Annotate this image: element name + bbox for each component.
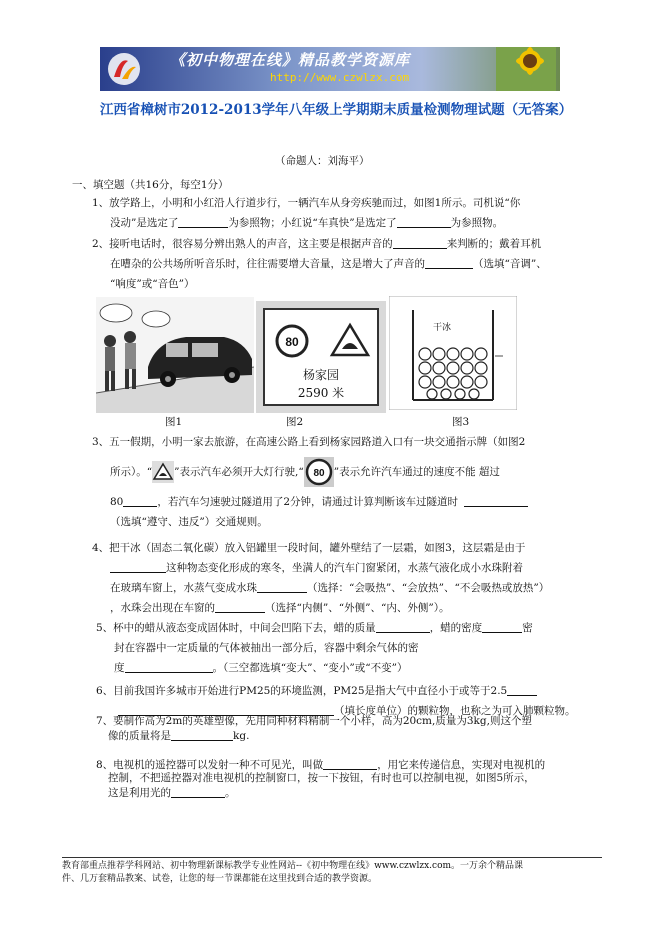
q1-text-1: 1、放学路上，小明和小红沿人行道步行，一辆汽车从身旁疾驰而过，如图1所示。司机说“你 <box>92 197 521 209</box>
q3-text-6: ，若汽车匀速驶过隧道用了2分钟，请通过计算判断该车过隧道时 <box>157 496 459 508</box>
site-logo-icon <box>106 51 142 87</box>
section-heading: 一、填空题（共16分，每空1分） <box>72 179 229 191</box>
q1-text-3: 为参照物；小红说“车真快”是选定了 <box>228 217 397 229</box>
fig3-label: 干冰 <box>433 323 452 333</box>
q7-text-3: kg. <box>233 730 250 742</box>
q8-text-4: 这是利用光的 <box>108 787 171 799</box>
q6-text-1: 6、目前我国许多城市开始进行PM25的环境监测，PM25是指大气中直径小于或等于2.5 <box>96 685 508 697</box>
fig2-speed-text: 80 <box>285 335 299 349</box>
q3-text-3: ”表示汽车必须开大灯行驶,“ <box>174 466 304 478</box>
question-5 <box>96 618 533 678</box>
figure-2-caption: 图2 <box>286 416 304 428</box>
question-3 <box>92 432 528 532</box>
footer-divider <box>62 857 602 858</box>
figure-1-street-scene <box>96 297 254 413</box>
q8-text-3: 控制，不把遥控器对准电视机的控制窗口，按一下按钮，有时也可以控制电视，如图5所示， <box>108 772 535 784</box>
footer-line-2: 件、几万套精品教案、试卷，让您的每一节课都能在这里找到合适的教学资源。 <box>62 874 378 885</box>
q5-text-4: 封在容器中一定质量的气体被抽出一部分后，容器中剩余气体的密 <box>114 642 419 654</box>
q2-text-5: “响度”或“音色”） <box>110 278 195 290</box>
q7-blank-1[interactable] <box>171 728 233 741</box>
figure-1-caption: 图1 <box>165 416 183 428</box>
q8-blank-1[interactable] <box>323 757 377 770</box>
question-7 <box>96 714 532 744</box>
fig2-place-text: 杨家园 <box>302 368 340 382</box>
q2-blank-1[interactable] <box>393 236 447 249</box>
q2-text-1: 2、接听电话时，很容易分辨出熟人的声音，这主要是根据声音的 <box>92 238 393 250</box>
q4-blank-3[interactable] <box>215 600 265 613</box>
q5-text-2: ，蜡的密度 <box>429 622 483 634</box>
q2-text-2: 来判断的；戴着耳机 <box>446 238 542 250</box>
sunflower-icon <box>496 47 556 91</box>
q3-text-5: 80 <box>110 496 124 508</box>
figure-2-traffic-sign <box>256 301 386 413</box>
q8-text-5: 。 <box>225 787 236 799</box>
q1-blank-2[interactable] <box>397 215 451 228</box>
q5-blank-1[interactable] <box>376 620 430 633</box>
question-1 <box>92 193 520 233</box>
q5-text-3: 密 <box>522 622 533 634</box>
q5-text-5: 度 <box>114 662 125 674</box>
q1-blank-1[interactable] <box>178 215 228 228</box>
q3-text-2: 所示）。“ <box>110 466 153 478</box>
banner-url[interactable]: http://www.czwlzx.com <box>270 71 410 84</box>
q3-blank-1[interactable] <box>123 494 157 507</box>
q3-text-1: 3、五一假期，小明一家去旅游，在高速公路上看到杨家园路道入口有一块交通指示牌（如图2 <box>92 436 526 448</box>
q8-blank-2[interactable] <box>171 785 225 798</box>
q2-text-4: （选填“音调”、 <box>473 258 547 270</box>
q4-blank-1[interactable] <box>110 560 166 573</box>
q8-text-2: ，用它来传递信息，实现对电视机的 <box>377 759 546 771</box>
inline-sign-speed-text: 80 <box>313 468 325 479</box>
question-4 <box>92 538 549 618</box>
q4-text-3: 在玻璃车窗上，水蒸气变成水珠 <box>110 582 257 594</box>
author-line: （命题人：刘海平） <box>275 155 370 167</box>
q1-text-2: 没动”是选定了 <box>110 217 179 229</box>
q4-blank-2[interactable] <box>257 580 307 593</box>
q7-text-2: 像的质量将是 <box>108 730 171 742</box>
figure-3-dry-ice-can <box>389 296 517 410</box>
question-8 <box>96 757 545 799</box>
q4-text-4: （选择：“会吸热”、“会放热”、“不会吸热或放热”） <box>307 582 550 594</box>
q4-text-2: 这种物态变化形成的寒冬，坐满人的汽车门窗紧闭，水蒸气液化成小水珠附着 <box>166 562 523 574</box>
footer-line-1: 教育部重点推荐学科网站、初中物理新课标教学专业性网站--《初中物理在线》www.czwlzx.com。一万余个精品课 <box>62 861 524 871</box>
headlight-warning-sign-icon <box>152 461 174 483</box>
speed-limit-sign-icon <box>304 457 334 487</box>
q5-text-1: 5、杯中的蜡从液态变成固体时，中间会凹陷下去，蜡的质量 <box>96 622 376 634</box>
q3-text-7: （选填“遵守、违反”）交通规则。 <box>110 516 268 528</box>
q3-text-4: ”表示允许汽车通过的速度不能 超过 <box>333 466 500 478</box>
q2-blank-2[interactable] <box>425 256 473 269</box>
header-banner <box>100 47 560 91</box>
q5-blank-2[interactable] <box>482 620 522 633</box>
page-footer <box>62 857 602 886</box>
q4-text-6: （选择“内侧”、“外侧”、“内、外侧”）。 <box>265 602 450 614</box>
q5-blank-3[interactable] <box>125 660 213 673</box>
q1-text-4: 为参照物。 <box>450 217 504 229</box>
q2-text-3: 在嘈杂的公共场所听音乐时，往往需要增大音量，这是增大了声音的 <box>110 258 425 270</box>
q4-text-1: 4、把干冰（固态二氧化碳）放入铝罐里一段时间，罐外壁结了一层霜，如图3，这层霜是由于 <box>92 542 526 554</box>
q6-text-2: （填长度单位）的颗粒物，也称之为可入肺颗粒物。 <box>334 705 576 717</box>
q6-blank-1a[interactable] <box>507 683 537 696</box>
q4-text-5: ，水珠会出现在车窗的 <box>110 602 215 614</box>
fig2-distance-text: 2590 米 <box>297 386 345 400</box>
q3-blank-2[interactable] <box>464 494 528 507</box>
q5-text-6: 。（三空都选填“变大”、“变小”或“不变”） <box>212 662 408 674</box>
figure-3-caption: 图3 <box>452 416 470 428</box>
banner-title: 《初中物理在线》精品教学资源库 <box>170 51 411 69</box>
q8-text-1: 8、电视机的遥控器可以发射一种不可见光，叫做 <box>96 759 324 771</box>
question-2 <box>92 234 547 294</box>
document-title: 江西省樟树市2012-2013学年八年级上学期期末质量检测物理试题（无答案） <box>99 102 573 118</box>
q7-text-1: 7、要制作高为2m的英雄塑像，先用同种材料精制一个小样，高为20cm,质量为3kg,则这个塑 <box>96 715 532 727</box>
